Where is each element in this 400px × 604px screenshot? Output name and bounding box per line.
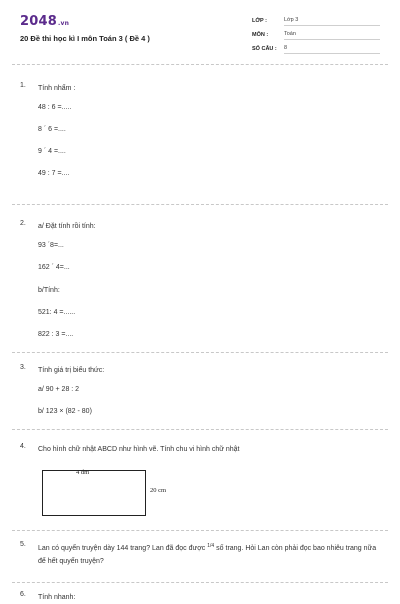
- logo-text: 2048: [20, 14, 57, 29]
- meta-subject-key: MÔN :: [252, 32, 269, 38]
- meta-question-count-key: SỐ CÂU :: [252, 46, 277, 52]
- rectangle-figure: [42, 470, 146, 516]
- question-number: 6.: [20, 591, 26, 598]
- divider: [12, 204, 388, 205]
- question-text-after: số trang. Hỏi Lan còn phải đọc bao nhiêu trang nữa để hết quyển truyện?: [38, 545, 377, 565]
- question-text: Cho hình chữ nhật ABCD như hình vẽ. Tính chu vi hình chữ nhật: [38, 446, 240, 453]
- question-line: 49 : 7 =....: [38, 170, 70, 177]
- meta-question-count-value: 8: [284, 45, 380, 54]
- question-number: 3.: [20, 364, 26, 371]
- divider: [12, 64, 388, 65]
- logo-suffix: .vn: [57, 20, 70, 27]
- question-line: 521: 4 =......: [38, 309, 76, 316]
- question-line: 9 ´ 4 =....: [38, 148, 66, 155]
- divider: [12, 352, 388, 353]
- meta-subject-value: Toán: [284, 31, 380, 40]
- question-line: b/ 123 × (82 - 80): [38, 408, 92, 415]
- question-number: 1.: [20, 82, 26, 89]
- question-text-before: Lan có quyển truyện dày 144 trang? Lan đã đọc được: [38, 545, 206, 552]
- meta-class-value: Lớp 3: [284, 17, 380, 26]
- question-text: Tính nhẩm :: [38, 85, 76, 92]
- fraction: 1/4: [207, 543, 215, 549]
- question-text: [38, 540, 383, 568]
- question-text: Tính giá trị biểu thức:: [38, 367, 105, 374]
- question-line: 48 : 6 =.....: [38, 104, 72, 111]
- question-number: 4.: [20, 443, 26, 450]
- divider: [12, 429, 388, 430]
- divider: [12, 530, 388, 531]
- divider: [12, 582, 388, 583]
- rectangle-width-label: 4 dm: [76, 469, 90, 476]
- meta-class-key: LỚP :: [252, 18, 267, 24]
- document-title: 20 Đề thi học kì I môn Toán 3 ( Đề 4 ): [20, 34, 150, 43]
- question-line: 162 ´ 4=...: [38, 264, 70, 271]
- question-text: Tính nhanh:: [38, 594, 76, 601]
- question-line: 822 : 3 =....: [38, 331, 74, 338]
- question-line: a/ 90 + 28 : 2: [38, 386, 80, 393]
- question-number: 2.: [20, 220, 26, 227]
- page-header: [0, 0, 400, 60]
- question-number: 5.: [20, 541, 26, 548]
- rectangle-height-label: 20 cm: [150, 487, 167, 494]
- question-line: b/Tính:: [38, 287, 60, 294]
- question-text: a/ Đặt tính rồi tính:: [38, 223, 96, 230]
- question-line: 8 ´ 6 =....: [38, 126, 66, 133]
- question-line: 93 ´8=...: [38, 242, 64, 249]
- site-logo[interactable]: [20, 14, 69, 29]
